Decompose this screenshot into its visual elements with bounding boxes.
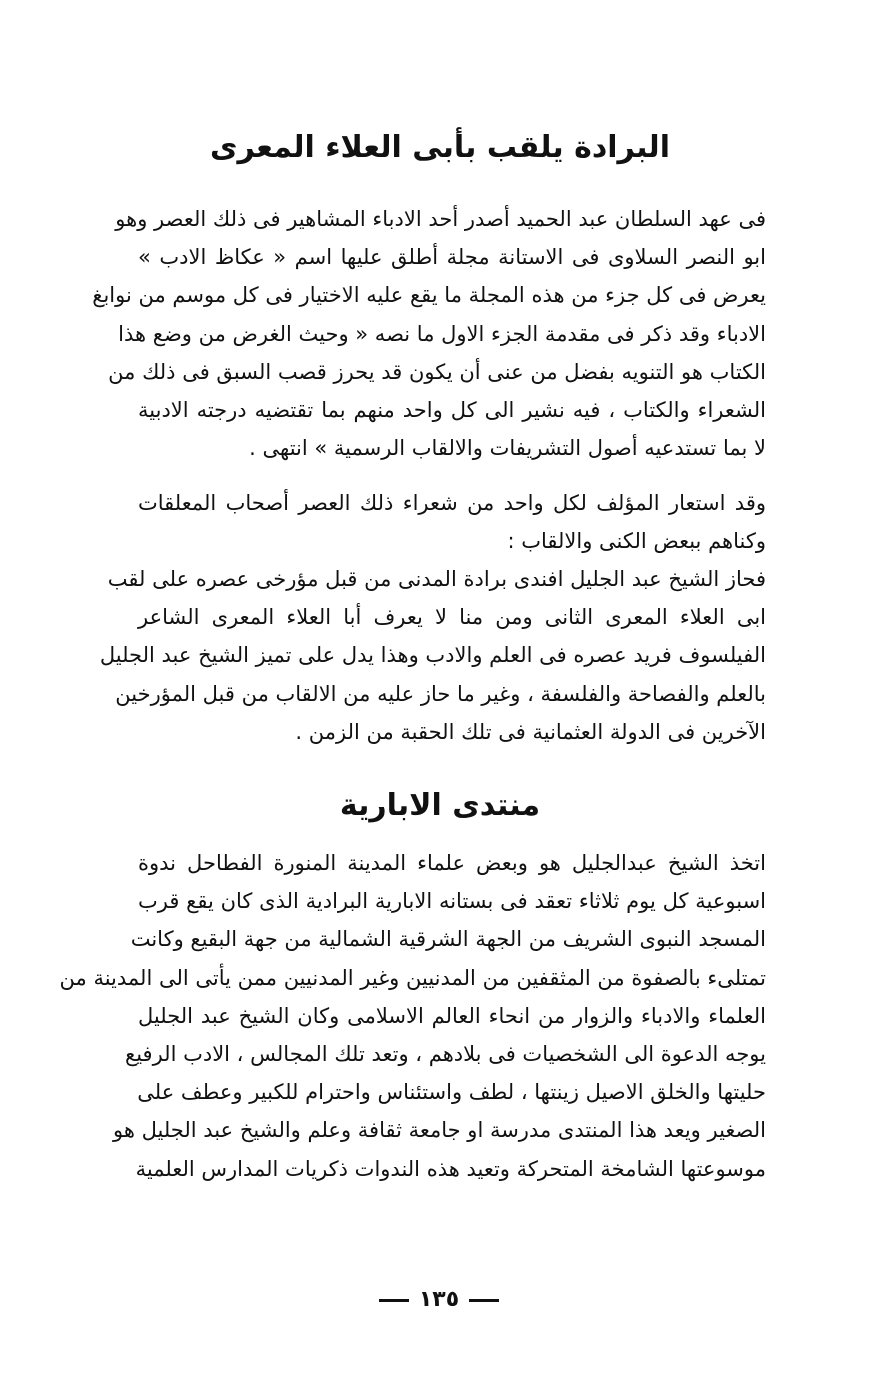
text-line: الكتاب هو التنويه بفضل من عنى أن يكون قد يحرز قصب السبق فى ذلك من — [108, 359, 766, 384]
text-line: العلماء والادباء والزوار من انحاء العالم الاسلامى وكان الشيخ عبد الجليل — [138, 1003, 766, 1028]
text-line: فى عهد السلطان عبد الحميد أصدر أحد الادباء المشاهير فى ذلك العصر وهو — [115, 207, 766, 231]
text-line: بالعلم والفصاحة والفلسفة ، وغير ما حاز عليه من الالقاب من قبل المؤرخين — [115, 681, 766, 706]
text-line: وكناهم ببعض الكنى والالقاب : — [507, 529, 766, 554]
text-line: وقد استعار المؤلف لكل واحد من شعراء ذلك العصر أصحاب المعلقات — [138, 491, 766, 515]
text-line: المسجد النبوى الشريف من الجهة الشرقية الشمالية من جهة البقيع وكانت — [130, 927, 766, 952]
text-line: ابى العلاء المعرى الثانى ومن منا لا يعرف أبا العلاء المعرى الشاعر — [138, 605, 766, 630]
page-footer — [0, 1285, 878, 1315]
text-line: الآخرين فى الدولة العثمانية فى تلك الحقبة من الزمن . — [295, 719, 766, 744]
paragraph-abul-ala — [99, 560, 766, 751]
text-line: الصغير ويعد هذا المنتدى مدرسة او جامعة ثقافة وعلم والشيخ عبد الجليل هو — [113, 1118, 766, 1143]
text-line: لا بما تستدعيه أصول التشريفات والالقاب الرسمية » انتهى . — [249, 436, 766, 461]
paragraph-nadwa — [59, 844, 766, 1188]
text-line: موسوعتها الشامخة المتحركة وتعيد هذه الندوات ذكريات المدارس العلمية — [135, 1156, 766, 1181]
paragraph-akkaz-aladab — [92, 200, 766, 467]
paragraph-muallaqat — [138, 484, 766, 560]
text-line: الادباء وقد ذكر فى مقدمة الجزء الاول ما نصه « وحيث الغرض من وضع هذا — [118, 321, 766, 346]
text-line: اتخذ الشيخ عبدالجليل هو وبعض علماء المدينة المنورة الفطاحل ندوة — [138, 851, 766, 875]
footer-dash-left — [379, 1299, 409, 1302]
text-line: تمتلىء بالصفوة من المثقفين من المدنيين وغير المدنيين ممن يأتى الى المدينة من — [59, 965, 766, 990]
text-line: يعرض فى كل جزء من هذه المجلة ما يقع عليه الاختيار فى كل موسم من نوابغ — [92, 283, 766, 308]
text-line: يوجه الدعوة الى الشخصيات فى بلادهم ، وتعد تلك المجالس ، الادب الرفيع — [125, 1042, 766, 1067]
page-number: ١٣٥ — [418, 1287, 460, 1312]
text-line: ابو النصر السلاوى فى الاستانة مجلة أطلق عليها اسم « عكاظ الادب » — [138, 245, 766, 270]
text-line: الفيلسوف فريد عصره فى العلم والادب وهذا يدل على تميز الشيخ عبد الجليل — [99, 643, 766, 668]
text-line: اسبوعية كل يوم ثلاثاء تعقد فى بستانه الابارية البرادية الذى كان يقع قرب — [138, 889, 766, 914]
section-heading-muntada: منتدى الابارية — [339, 788, 541, 823]
text-line: حليتها والخلق الاصيل زينتها ، لطف واستئناس واحترام للكبير وعطف على — [137, 1080, 766, 1105]
text-line: الشعراء والكتاب ، فيه نشير الى كل واحد منهم بما تقتضيه درجته الادبية — [138, 398, 766, 423]
section-heading-alburada: البرادة يلقب بأبى العلاء المعرى — [210, 130, 670, 165]
text-line: فحاز الشيخ عبد الجليل افندى برادة المدنى من قبل مؤرخى عصره على لقب — [107, 567, 766, 591]
footer-dash-right — [469, 1299, 499, 1302]
